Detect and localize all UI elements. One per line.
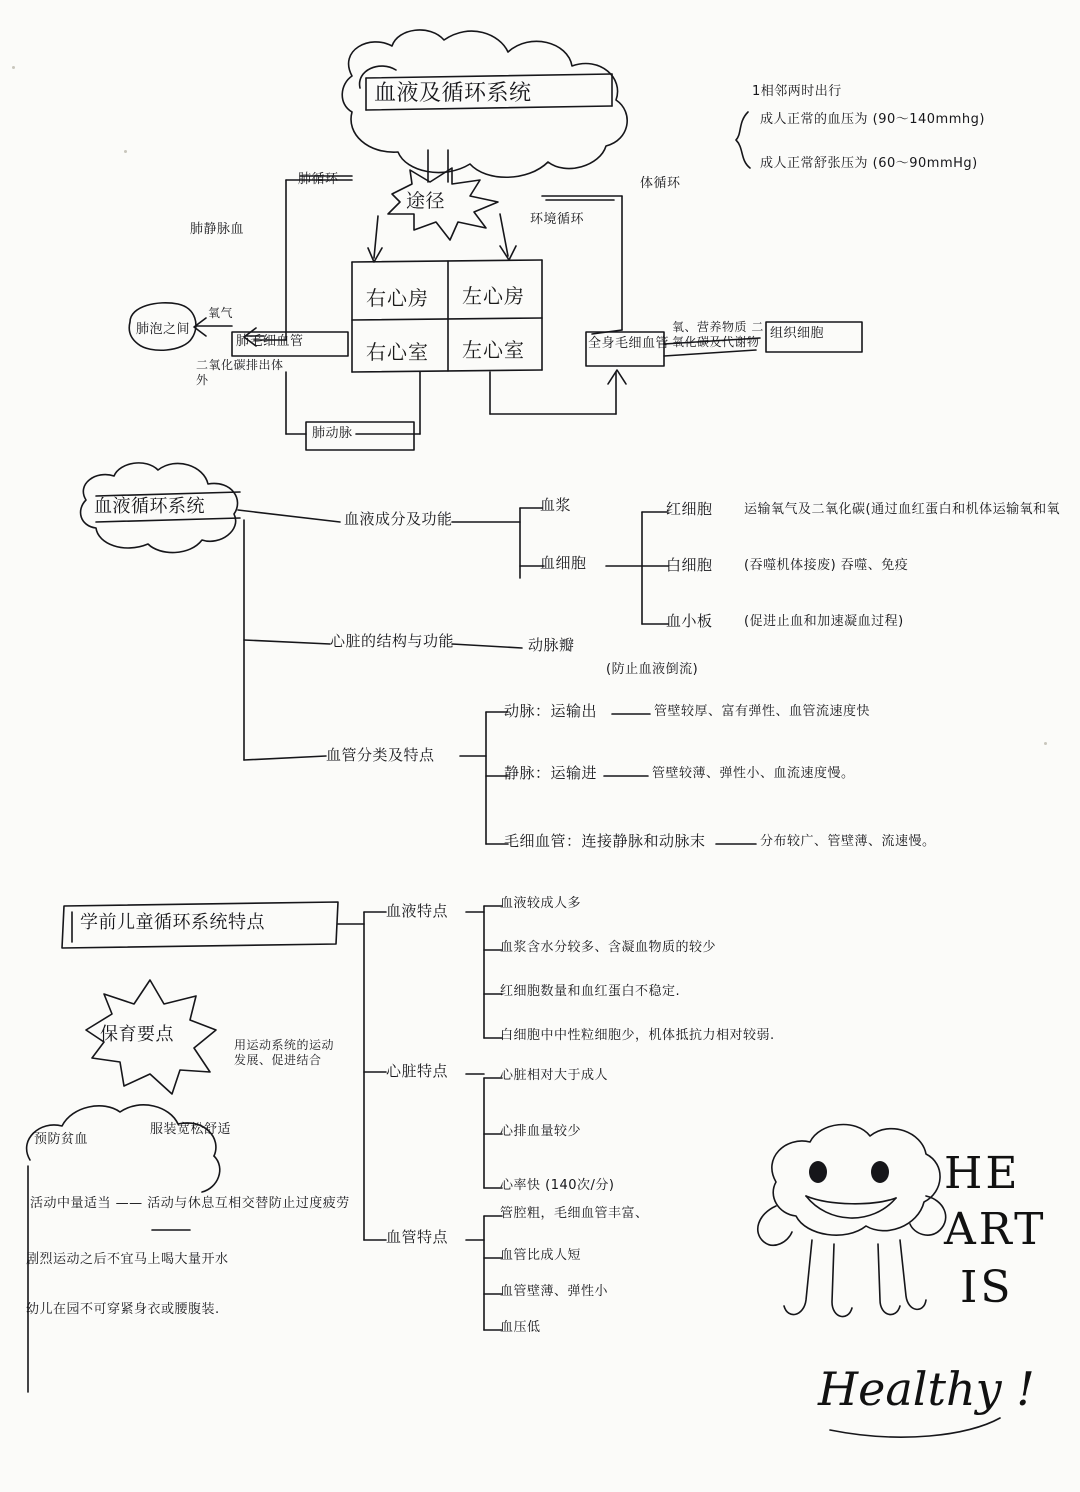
label-environment-circulation: 环境循环 bbox=[530, 212, 585, 227]
bottom-blood-item-3: 白细胞中中性粒细胞少，机体抵抗力相对较弱. bbox=[500, 1028, 775, 1043]
cloud-title: 保育要点 bbox=[100, 1024, 174, 1045]
mascot-word-line-0: HE bbox=[944, 1148, 1021, 1199]
paper-speck bbox=[124, 150, 127, 153]
label-pulmonary-artery: 肺动脉 bbox=[312, 426, 353, 441]
cloud-note-1: 预防贫血 bbox=[34, 1132, 89, 1147]
cell-left-ventricle: 左心室 bbox=[462, 338, 525, 362]
mid-b3-capillary: 毛细血管：连接静脉和动脉末 bbox=[504, 832, 706, 850]
mid-b3-artery-note: 管壁较厚、富有弹性、血管流速度快 bbox=[654, 704, 871, 719]
cloud-note-3: 活动中量适当 —— 活动与休息互相交替防止过度疲劳 bbox=[30, 1196, 350, 1211]
bottom-blood-item-1: 血浆含水分较多、含凝血物质的较少 bbox=[500, 940, 717, 955]
bottom-branch-vessel-label: 血管特点 bbox=[386, 1228, 449, 1246]
mid-b2-valve: 动脉瓣 bbox=[528, 636, 575, 654]
mascot-word-line-2: IS bbox=[960, 1262, 1014, 1313]
label-lung-capillary: 肺毛细血管 bbox=[236, 334, 304, 349]
label-pulmonary-vein-blood: 肺静脉血 bbox=[190, 222, 245, 237]
bottom-vessel-item-1: 血管比成人短 bbox=[500, 1248, 582, 1263]
mid-b2-valve-note: (防止血液倒流) bbox=[606, 662, 699, 677]
mid-b1-rbc-note: 运输氧气及二氧化碳(通过血红蛋白和机体运输氧和氧 bbox=[744, 502, 1061, 517]
note-diastolic: 成人正常舒张压为 (60～90mmHg) bbox=[760, 156, 978, 171]
mid-b1-wbc-note: (吞噬机体接废) 吞噬、免疫 bbox=[744, 558, 909, 573]
label-tissue-cell: 组织细胞 bbox=[770, 326, 825, 341]
mid-branch-2-label: 心脏的结构与功能 bbox=[330, 632, 455, 650]
bottom-title: 学前儿童循环系统特点 bbox=[80, 912, 265, 933]
bottom-vessel-item-2: 血管壁薄、弹性小 bbox=[500, 1284, 609, 1299]
bottom-blood-item-0: 血液较成人多 bbox=[500, 896, 582, 911]
paper-speck bbox=[12, 66, 15, 69]
mid-b3-vein: 静脉：运输进 bbox=[504, 764, 598, 782]
label-body-capillary: 全身毛细血管 bbox=[588, 336, 670, 351]
mid-b3-vein-note: 管壁较薄、弹性小、血流速度慢。 bbox=[652, 766, 855, 781]
paper-speck bbox=[1044, 742, 1047, 745]
label-pulmonary-circulation: 肺循环 bbox=[298, 172, 339, 187]
mid-branch-1-label: 血液成分及功能 bbox=[344, 510, 453, 528]
cloud-note-5: 幼儿在园不可穿紧身衣或腰腹装. bbox=[26, 1302, 220, 1317]
mascot-healthy-text: Healthy ! bbox=[818, 1362, 1035, 1416]
label-co2-out: 二氧化碳排出体外 bbox=[196, 358, 284, 387]
mid-b1-bloodcells: 血细胞 bbox=[540, 554, 587, 572]
label-alveoli: 肺泡之间 bbox=[136, 322, 191, 337]
bottom-heart-item-1: 心排血量较少 bbox=[500, 1124, 582, 1139]
mid-b1-platelet-note: (促进止血和加速凝血过程) bbox=[744, 614, 904, 629]
note-systolic: 成人正常的血压为 (90～140mmhg) bbox=[760, 112, 985, 127]
bottom-vessel-item-0: 管腔粗，毛细血管丰富、 bbox=[500, 1206, 649, 1221]
bottom-vessel-item-3: 血压低 bbox=[500, 1320, 541, 1335]
label-systemic-circulation: 体循环 bbox=[640, 176, 681, 191]
mid-title: 血液循环系统 bbox=[94, 496, 205, 517]
cell-right-ventricle: 右心室 bbox=[366, 340, 429, 364]
mid-b1-wbc: 白细胞 bbox=[666, 556, 713, 574]
note-title: 1相邻两时出行 bbox=[752, 84, 842, 99]
cell-right-atrium: 右心房 bbox=[366, 286, 429, 310]
label-oxygen-in: 氧气 bbox=[208, 306, 234, 320]
mid-b1-platelet: 血小板 bbox=[666, 612, 713, 630]
label-exchange: 氧、营养物质 二氧化碳及代谢物 bbox=[672, 320, 764, 349]
mid-branch-3-label: 血管分类及特点 bbox=[326, 746, 435, 764]
bottom-heart-item-2: 心率快 (140次/分) bbox=[500, 1178, 615, 1193]
mid-b3-capillary-note: 分布较广、管壁薄、流速慢。 bbox=[760, 834, 936, 849]
cloud-note-0: 用运动系统的运动 发展、促进结合 bbox=[234, 1038, 335, 1067]
top-title: 血液及循环系统 bbox=[374, 81, 532, 106]
top-center-label: 途径 bbox=[406, 190, 446, 212]
mid-b3-artery: 动脉：运输出 bbox=[504, 702, 598, 720]
mascot-word-line-1: ART bbox=[944, 1204, 1047, 1255]
cloud-note-2: 服装宽松舒适 bbox=[150, 1122, 232, 1137]
cloud-note-4: 剧烈运动之后不宜马上喝大量开水 bbox=[26, 1252, 229, 1267]
mid-b1-rbc: 红细胞 bbox=[666, 500, 713, 518]
bottom-branch-blood-label: 血液特点 bbox=[386, 902, 449, 920]
bottom-blood-item-2: 红细胞数量和血红蛋白不稳定. bbox=[500, 984, 681, 999]
mid-b1-plasma: 血浆 bbox=[540, 496, 572, 514]
bottom-heart-item-0: 心脏相对大于成人 bbox=[500, 1068, 609, 1083]
cell-left-atrium: 左心房 bbox=[462, 284, 525, 308]
bottom-branch-heart-label: 心脏特点 bbox=[386, 1062, 449, 1080]
